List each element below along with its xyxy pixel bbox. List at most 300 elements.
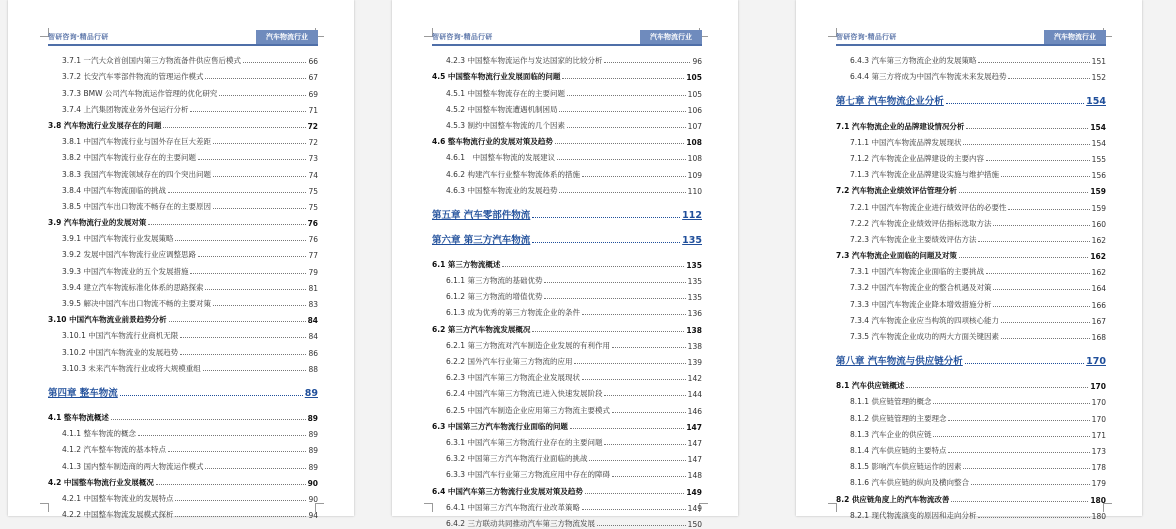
toc-entry-title: 3.10.1 中国汽车物流行业商机无限	[62, 331, 179, 341]
toc-entry-title: 8.1.1 供应链管理的概念	[850, 397, 932, 407]
toc-subsection-entry[interactable]	[836, 132, 1106, 148]
toc-entry-title: 3.9.4 建立汽车物流标准化体系的思路探索	[62, 282, 204, 292]
toc-subsection-entry[interactable]	[836, 164, 1106, 180]
toc-subsection-entry[interactable]	[836, 277, 1106, 293]
toc-leader-dots	[1001, 338, 1090, 339]
toc-leader-dots	[502, 266, 684, 267]
toc-leader-dots	[582, 176, 686, 177]
toc-leader-dots	[570, 428, 684, 429]
toc-entry-page-number: 135	[686, 260, 702, 270]
toc-leader-dots	[198, 159, 306, 160]
toc-entry-title: 8.1.4 汽车供应链的主要特点	[850, 445, 947, 455]
toc-entry-title: 6.4 中国汽车第三方物流行业发展对策及趋势	[432, 486, 583, 496]
toc-leader-dots	[582, 379, 686, 380]
toc-subsection-entry[interactable]	[48, 325, 318, 341]
toc-subsection-entry[interactable]	[432, 180, 702, 196]
toc-entry-page-number: 135	[687, 293, 702, 303]
toc-entry-title: 3.10.2 中国汽车物流业的发展趋势	[62, 347, 179, 357]
toc-leader-dots	[993, 306, 1089, 307]
toc-leader-dots	[612, 412, 686, 413]
toc-entry-title: 4.6.1 中国整车物流的发展建议	[446, 153, 556, 163]
toc-leader-dots	[532, 331, 684, 332]
toc-entry-title: 第八章 汽车物流与供应链分析	[836, 356, 963, 367]
toc-leader-dots	[567, 95, 686, 96]
toc-entry-page-number: 110	[687, 186, 702, 196]
toc-entry-page-number: 108	[687, 154, 702, 164]
header-brand: 智研咨询·精品行研	[48, 33, 109, 41]
toc-leader-dots	[978, 517, 1089, 518]
toc-section-entry[interactable]	[48, 472, 318, 488]
toc-section-entry[interactable]	[432, 416, 702, 432]
toc-leader-dots	[557, 159, 686, 160]
toc-entry-title: 6.3.1 中国汽车第三方物流行业存在的主要问题	[446, 437, 603, 447]
toc-section-entry[interactable]	[48, 212, 318, 228]
toc-section-entry[interactable]	[836, 245, 1106, 261]
toc-subsection-entry[interactable]	[48, 358, 318, 374]
toc-subsection-entry[interactable]	[432, 464, 702, 480]
toc-subsection-entry[interactable]	[432, 302, 702, 318]
toc-subsection-entry[interactable]	[836, 407, 1106, 423]
toc-entry-title: 6.3.2 中国第三方汽车物流行业面临的挑战	[446, 454, 588, 464]
toc-entry-page-number: 156	[1091, 171, 1106, 181]
toc-entry-page-number: 89	[308, 462, 318, 472]
toc-section-entry[interactable]	[836, 488, 1106, 504]
toc-leader-dots	[1008, 78, 1089, 79]
toc-section-entry[interactable]	[836, 180, 1106, 196]
toc-leader-dots	[978, 62, 1089, 63]
toc-leader-dots	[138, 435, 306, 436]
toc-subsection-entry[interactable]	[48, 50, 318, 66]
toc-subsection-entry[interactable]	[432, 163, 702, 179]
toc-leader-dots	[959, 257, 1088, 258]
toc-entry-title: 7.2.2 汽车物流企业绩效评估指标选取方法	[850, 218, 992, 228]
toc-leader-dots	[963, 144, 1089, 145]
toc-subsection-entry[interactable]	[432, 147, 702, 163]
toc-leader-dots	[213, 208, 306, 209]
toc-entry-page-number: 144	[687, 390, 702, 400]
toc-chapter-entry[interactable]	[836, 93, 1106, 107]
toc-leader-dots	[532, 242, 680, 243]
toc-entry-page-number: 69	[308, 89, 318, 99]
toc-leader-dots	[120, 395, 303, 396]
toc-entry-title: 4.6 整车物流行业的发展对策及趋势	[432, 137, 553, 147]
toc-entry-page-number: 74	[308, 170, 318, 180]
toc-entry-title: 3.8.2 中国汽车物流行业存在的主要问题	[62, 153, 196, 163]
toc-entry-page-number: 162	[1091, 235, 1106, 245]
toc-entry-page-number: 154	[1091, 138, 1106, 148]
toc-entry-title: 6.2 第三方汽车物流发展概况	[432, 324, 531, 334]
toc-entry-title: 8.2.1 现代物流演变的原因和走向分析	[850, 510, 977, 520]
toc-entry-page-number: 147	[687, 438, 702, 448]
toc-entry-title: 6.2.1 第三方物流对汽车制造企业发展的有利作用	[446, 340, 610, 350]
page-header	[432, 30, 702, 46]
toc-subsection-entry[interactable]	[432, 286, 702, 302]
toc-entry-title: 3.10 中国汽车物流业前景趋势分析	[48, 315, 167, 325]
toc-section-entry[interactable]	[432, 480, 702, 496]
toc-entry-title: 7.3.5 汽车物流企业成功的两大方面关键因素	[850, 332, 999, 341]
toc-entry-title: 7.3 汽车物流企业面临的问题及对策	[836, 251, 957, 261]
toc-leader-dots	[574, 363, 685, 364]
toc-subsection-entry[interactable]	[48, 131, 318, 147]
header-topic-tab: 汽车物流行业	[256, 30, 318, 44]
toc-entry-page-number: 89	[308, 430, 318, 440]
toc-entry-page-number: 75	[308, 186, 318, 196]
toc-entry-page-number: 149	[687, 503, 702, 513]
toc-leader-dots	[567, 127, 686, 128]
toc-leader-dots	[959, 192, 1088, 193]
toc-entry-page-number: 171	[1091, 430, 1106, 440]
toc-leader-dots	[951, 501, 1088, 502]
toc-subsection-entry[interactable]	[48, 341, 318, 357]
toc-entry-title: 7.1.3 汽车物流企业品牌建设实施与维护措施	[850, 170, 999, 180]
toc-entry-title: 4.2.2 中国整车物流发展模式探析	[62, 510, 174, 520]
toc-entry-page-number: 136	[687, 309, 702, 319]
toc-leader-dots	[205, 289, 306, 290]
toc-subsection-entry[interactable]	[48, 244, 318, 260]
toc-subsection-entry[interactable]	[836, 293, 1106, 309]
toc-entry-page-number: 150	[687, 519, 702, 529]
toc-leader-dots	[555, 143, 684, 144]
toc-leader-dots	[205, 78, 306, 79]
toc-leader-dots	[946, 103, 1084, 104]
toc-subsection-entry[interactable]	[48, 82, 318, 98]
toc-entry-page-number: 67	[308, 73, 318, 83]
toc-entry-page-number: 89	[304, 387, 318, 399]
toc-entry-title: 7.3.2 中国汽车物流企业的整合机遇及对策	[850, 283, 992, 293]
toc-entry-title: 3.8.3 我国汽车物流领域存在的四个突出问题	[62, 169, 211, 179]
toc-subsection-entry[interactable]	[836, 213, 1106, 229]
toc-section-entry[interactable]	[48, 407, 318, 423]
toc-entry-page-number: 170	[1090, 382, 1106, 392]
toc-entry-page-number: 148	[687, 471, 702, 481]
toc-subsection-entry[interactable]	[432, 335, 702, 351]
toc-leader-dots	[219, 95, 306, 96]
toc-subsection-entry[interactable]	[48, 196, 318, 212]
toc-subsection-entry[interactable]	[432, 115, 702, 131]
toc-entry-title: 4.2.3 中国整车物流运作与发达国家的比较分析	[446, 56, 603, 66]
toc-entry-title: 6.1 第三方物流概述	[432, 259, 501, 269]
toc-entry-page-number: 146	[687, 406, 702, 416]
toc-entry-title: 4.1.3 国内整车制造商的两大物流运作模式	[62, 461, 204, 471]
toc-entry-page-number: 149	[686, 487, 702, 497]
toc-subsection-entry[interactable]	[432, 50, 702, 66]
toc-entry-page-number: 66	[308, 57, 318, 67]
toc-leader-dots	[562, 78, 684, 79]
toc-entry-title: 4.1.1 整车物流的概念	[62, 429, 136, 439]
toc-entry-page-number: 147	[687, 455, 702, 465]
toc-entry-title: 第六章 第三方汽车物流	[432, 234, 531, 246]
toc-chapter-entry[interactable]	[432, 232, 702, 246]
toc-leader-dots	[993, 225, 1089, 226]
toc-entry-page-number: 79	[308, 267, 318, 277]
toc-entry-page-number: 147	[686, 422, 702, 432]
toc-entry-page-number: 168	[1091, 333, 1106, 342]
toc-entry-page-number: 76	[308, 235, 318, 245]
toc-entry-title: 3.9.3 中国汽车物流业的五个发展措施	[62, 266, 189, 276]
toc-entry-title: 4.5.1 中国整车物流存在的主要问题	[446, 88, 565, 98]
toc-entry-page-number: 152	[1091, 73, 1106, 83]
toc-entry-page-number: 151	[1091, 57, 1106, 67]
toc-entry-page-number: 179	[1091, 479, 1106, 489]
toc-entry-title: 3.9.5 解决中国汽车出口物流不畅的主要对策	[62, 299, 211, 308]
toc-entry-title: 3.7.1 一汽大众首创国内第三方物流备件供应售后模式	[62, 56, 241, 66]
toc-entry-page-number: 162	[1090, 252, 1106, 262]
toc-entry-title: 3.10.3 未来汽车物流行业或将大规模重组	[62, 363, 201, 373]
toc-leader-dots	[986, 273, 1090, 274]
toc-entry-page-number: 109	[687, 170, 702, 180]
toc-entry-page-number: 164	[1091, 284, 1106, 294]
toc-subsection-entry[interactable]	[48, 260, 318, 276]
toc-entry-page-number: 107	[687, 121, 702, 131]
toc-entry-title: 6.4.4 第三方将成为中国汽车物流未来发展趋势	[850, 72, 1007, 82]
toc-leader-dots	[163, 127, 305, 128]
toc-subsection-entry[interactable]	[48, 147, 318, 163]
toc-entry-title: 6.2.2 国外汽车行业第三方物流的应用	[446, 357, 573, 366]
toc-entry-page-number: 112	[682, 209, 702, 221]
page-header	[836, 30, 1106, 46]
toc-leader-dots	[604, 395, 685, 396]
toc-entry-title: 6.4.2 三方联动共同推动汽车第三方物流发展	[446, 518, 595, 528]
toc-subsection-entry[interactable]	[48, 439, 318, 455]
toc-leader-dots	[986, 160, 1090, 161]
toc-entry-title: 3.8.1 中国汽车物流行业与国外存在巨大差距	[62, 137, 211, 147]
toc-entry-page-number: 71	[308, 105, 318, 115]
toc-entry-page-number: 90	[307, 478, 318, 488]
toc-subsection-entry[interactable]	[432, 432, 702, 448]
toc-entry-title: 6.4.3 汽车第三方物流企业的发展策略	[850, 56, 977, 66]
toc-subsection-entry[interactable]	[432, 448, 702, 464]
toc-subsection-entry[interactable]	[836, 326, 1106, 342]
toc-entry-page-number: 154	[1086, 96, 1106, 108]
toc-subsection-entry[interactable]	[48, 277, 318, 293]
toc-leader-dots	[190, 273, 306, 274]
toc-entry-page-number: 76	[307, 219, 318, 229]
toc-leader-dots	[1001, 322, 1090, 323]
toc-leader-dots	[168, 192, 306, 193]
toc-leader-dots	[148, 224, 305, 225]
toc-subsection-entry[interactable]	[432, 383, 702, 399]
toc-subsection-entry[interactable]	[48, 423, 318, 439]
toc-subsection-entry[interactable]	[836, 66, 1106, 82]
toc-leader-dots	[612, 347, 686, 348]
toc-leader-dots	[205, 468, 306, 469]
toc-entry-page-number: 105	[686, 73, 702, 83]
toc-subsection-entry[interactable]	[836, 424, 1106, 440]
toc-entry-page-number: 96	[692, 57, 702, 67]
toc-entry-page-number: 159	[1090, 187, 1106, 197]
toc-subsection-entry[interactable]	[836, 196, 1106, 212]
toc-subsection-entry[interactable]	[48, 455, 318, 471]
toc-list	[836, 50, 1106, 521]
toc-subsection-entry[interactable]	[48, 293, 318, 309]
toc-leader-dots	[190, 111, 306, 112]
toc-leader-dots	[243, 62, 306, 63]
toc-entry-title: 3.8 汽车物流行业发展存在的问题	[48, 120, 162, 130]
toc-entry-title: 4.6.3 中国整车物流业的发展趋势	[446, 185, 558, 195]
toc-subsection-entry[interactable]	[836, 456, 1106, 472]
toc-leader-dots	[180, 354, 306, 355]
toc-subsection-entry[interactable]	[836, 505, 1106, 521]
toc-entry-page-number: 162	[1091, 268, 1106, 278]
toc-entry-title: 6.1.1 第三方物流的基础优势	[446, 276, 543, 286]
toc-subsection-entry[interactable]	[836, 440, 1106, 456]
toc-subsection-entry[interactable]	[432, 399, 702, 415]
toc-leader-dots	[111, 419, 306, 420]
toc-leader-dots	[1001, 176, 1090, 177]
toc-subsection-entry[interactable]	[836, 50, 1106, 66]
toc-entry-page-number: 170	[1091, 414, 1106, 424]
toc-subsection-entry[interactable]	[432, 513, 702, 529]
toc-leader-dots	[582, 509, 686, 510]
toc-subsection-entry[interactable]	[432, 82, 702, 98]
toc-leader-dots	[168, 451, 306, 452]
toc-entry-title: 3.7.3 BMW 公司汽车物流运作管理的优化研究	[62, 88, 218, 98]
toc-entry-page-number: 88	[308, 364, 318, 374]
toc-section-entry[interactable]	[432, 254, 702, 270]
toc-subsection-entry[interactable]	[836, 261, 1106, 277]
toc-entry-title: 8.1.2 供应链管理的主要理念	[850, 413, 947, 423]
header-brand: 智研咨询·精品行研	[836, 33, 897, 41]
toc-leader-dots	[612, 476, 686, 477]
toc-section-entry[interactable]	[432, 131, 702, 147]
toc-chapter-entry[interactable]	[48, 385, 318, 399]
toc-section-entry[interactable]	[48, 115, 318, 131]
toc-entry-page-number: 86	[308, 348, 318, 358]
toc-section-entry[interactable]	[836, 115, 1106, 131]
toc-subsection-entry[interactable]	[836, 310, 1106, 326]
toc-subsection-entry[interactable]	[836, 148, 1106, 164]
toc-chapter-entry[interactable]	[836, 353, 1106, 367]
toc-leader-dots	[948, 420, 1089, 421]
toc-subsection-entry[interactable]	[48, 99, 318, 115]
toc-leader-dots	[180, 337, 306, 338]
toc-entry-title: 6.2.4 中国汽车第三方物流已进入快速发展阶段	[446, 389, 603, 399]
document-page-2	[392, 0, 738, 529]
toc-entry-page-number: 75	[308, 202, 318, 212]
toc-entry-page-number: 72	[307, 121, 318, 131]
toc-leader-dots	[993, 289, 1089, 290]
toc-entry-title: 6.1.2 第三方物流的增值优势	[446, 292, 543, 302]
toc-leader-dots	[604, 62, 690, 63]
toc-leader-dots	[963, 468, 1089, 469]
toc-entry-title: 7.3.3 中国汽车物流企业降本增效措施分析	[850, 299, 992, 309]
toc-entry-page-number: 73	[308, 154, 318, 164]
toc-subsection-entry[interactable]	[836, 229, 1106, 245]
toc-subsection-entry[interactable]	[432, 367, 702, 383]
toc-entry-page-number: 167	[1091, 316, 1106, 326]
toc-entry-title: 4.5.3 制约中国整车物流的几个因素	[446, 120, 565, 130]
toc-entry-title: 6.2.5 中国汽车制造企业应用第三方物流主要模式	[446, 405, 610, 415]
toc-entry-title: 4.2.1 中国整车物流业的发展特点	[62, 493, 174, 503]
toc-subsection-entry[interactable]	[432, 497, 702, 513]
toc-entry-title: 8.1.6 汽车供应链的纵向及横向整合	[850, 478, 969, 488]
toc-subsection-entry[interactable]	[432, 270, 702, 286]
toc-subsection-entry[interactable]	[836, 472, 1106, 488]
toc-entry-title: 3.9.1 中国汽车物流行业发展策略	[62, 234, 174, 244]
toc-entry-title: 8.1.5 影响汽车供应链运作的因素	[850, 462, 962, 472]
toc-subsection-entry[interactable]	[432, 351, 702, 367]
toc-entry-page-number: 84	[307, 316, 318, 326]
toc-entry-page-number: 81	[308, 283, 318, 293]
toc-leader-dots	[906, 387, 1088, 388]
toc-entry-title: 7.1.1 中国汽车物流品牌发展现状	[850, 137, 962, 147]
toc-list	[48, 50, 318, 520]
toc-leader-dots	[175, 516, 306, 517]
toc-entry-page-number: 138	[687, 341, 702, 351]
toc-entry-page-number: 135	[687, 277, 702, 287]
toc-entry-title: 6.3 中国第三方汽车物流行业面临的问题	[432, 421, 568, 431]
toc-entry-title: 6.2.3 中国汽车第三方物流企业发展现状	[446, 373, 580, 383]
document-page-1	[8, 0, 354, 521]
toc-entry-page-number: 135	[682, 234, 702, 246]
toc-entry-title: 3.9 汽车物流行业的发展对策	[48, 218, 147, 228]
toc-subsection-entry[interactable]	[48, 504, 318, 520]
toc-entry-page-number: 178	[1091, 463, 1106, 473]
toc-subsection-entry[interactable]	[48, 180, 318, 196]
toc-entry-title: 7.1 汽车物流企业的品牌建设情况分析	[836, 121, 965, 131]
toc-entry-title: 3.9.2 发展中国汽车物流行业应调整思路	[62, 250, 196, 260]
toc-section-entry[interactable]	[432, 66, 702, 82]
page-header	[48, 30, 318, 46]
toc-section-entry[interactable]	[48, 309, 318, 325]
toc-subsection-entry[interactable]	[432, 99, 702, 115]
toc-section-entry[interactable]	[836, 375, 1106, 391]
toc-leader-dots	[198, 256, 306, 257]
toc-subsection-entry[interactable]	[836, 391, 1106, 407]
toc-chapter-entry[interactable]	[432, 207, 702, 221]
toc-entry-title: 6.4.1 中国第三方汽车物流行业改革策略	[446, 502, 580, 512]
toc-entry-title: 7.2.3 汽车物流企业主要绩效评估方法	[850, 234, 977, 244]
toc-leader-dots	[559, 192, 685, 193]
toc-entry-page-number: 155	[1091, 154, 1106, 164]
toc-entry-title: 4.5.2 中国整车物流遭遇机制困局	[446, 104, 558, 114]
toc-entry-page-number: 170	[1091, 398, 1106, 408]
toc-entry-title: 8.2 供应链角度上的汽车物流改善	[836, 494, 950, 504]
toc-entry-page-number: 89	[307, 413, 318, 423]
toc-entry-page-number: 105	[687, 89, 702, 99]
toc-entry-page-number: 94	[308, 511, 318, 521]
toc-leader-dots	[203, 370, 307, 371]
toc-entry-title: 7.2.1 中国汽车物流企业进行绩效评估的必要性	[850, 202, 1007, 212]
toc-subsection-entry[interactable]	[48, 488, 318, 504]
toc-entry-title: 6.1.3 成为优秀的第三方物流企业的条件	[446, 308, 580, 318]
toc-entry-title: 6.3.3 中国汽车行业第三方物流应用中存在的障碍	[446, 470, 610, 480]
toc-leader-dots	[965, 363, 1084, 364]
toc-subsection-entry[interactable]	[48, 66, 318, 82]
toc-leader-dots	[971, 484, 1090, 485]
toc-leader-dots	[544, 282, 685, 283]
toc-entry-title: 4.2 中国整车物流行业发展概况	[48, 477, 154, 487]
toc-entry-page-number: 106	[687, 105, 702, 115]
header-topic-tab: 汽车物流行业	[640, 30, 702, 44]
toc-leader-dots	[933, 403, 1089, 404]
toc-section-entry[interactable]	[432, 318, 702, 334]
toc-leader-dots	[589, 460, 685, 461]
toc-entry-title: 第七章 汽车物流企业分析	[836, 96, 944, 108]
toc-subsection-entry[interactable]	[48, 163, 318, 179]
toc-entry-title: 3.8.4 中国汽车物流面临的挑战	[62, 185, 166, 195]
toc-leader-dots	[156, 484, 306, 485]
toc-entry-title: 7.1.2 汽车物流企业品牌建设的主要内容	[850, 153, 984, 163]
toc-entry-page-number: 180	[1090, 495, 1106, 505]
toc-entry-page-number: 142	[687, 374, 702, 384]
toc-leader-dots	[582, 314, 686, 315]
document-page-3	[796, 0, 1142, 521]
toc-entry-title: 第五章 汽车零部件物流	[432, 209, 531, 221]
toc-subsection-entry[interactable]	[48, 228, 318, 244]
toc-entry-page-number: 170	[1086, 356, 1106, 367]
toc-entry-page-number: 138	[686, 325, 702, 335]
